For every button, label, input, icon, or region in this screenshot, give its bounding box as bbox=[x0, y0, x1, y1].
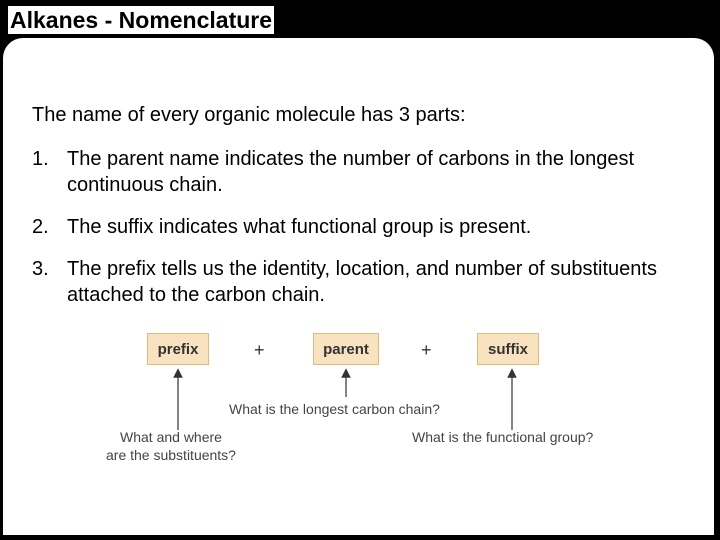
parts-list bbox=[32, 146, 702, 324]
list-item bbox=[32, 146, 702, 198]
parent-question: What is the longest carbon chain? bbox=[229, 401, 440, 417]
suffix-question: What is the functional group? bbox=[412, 429, 594, 445]
parent-box: parent bbox=[313, 333, 379, 365]
prefix-question-line1: What and where bbox=[120, 429, 222, 445]
list-item-number: 2. bbox=[32, 216, 49, 238]
nomenclature-diagram bbox=[0, 325, 720, 475]
plus-sign: + bbox=[421, 340, 432, 360]
list-item-text: The parent name indicates the number of carbons in the longest continuous chain. bbox=[67, 148, 635, 196]
prefix-question-line2: are the substituents? bbox=[106, 447, 236, 463]
list-item bbox=[32, 214, 702, 240]
suffix-box: suffix bbox=[477, 333, 539, 365]
plus-sign: + bbox=[254, 340, 265, 360]
list-item bbox=[32, 256, 702, 308]
intro-text: The name of every organic molecule has 3 parts: bbox=[32, 104, 466, 126]
list-item-text: The prefix tells us the identity, location, and number of substituents attached to the carbon chain. bbox=[67, 258, 657, 306]
list-item-number: 1. bbox=[32, 148, 49, 170]
prefix-box: prefix bbox=[147, 333, 209, 365]
list-item-number: 3. bbox=[32, 258, 49, 280]
slide-title: Alkanes - Nomenclature bbox=[10, 7, 273, 33]
list-item-text: The suffix indicates what functional group is present. bbox=[67, 216, 532, 238]
